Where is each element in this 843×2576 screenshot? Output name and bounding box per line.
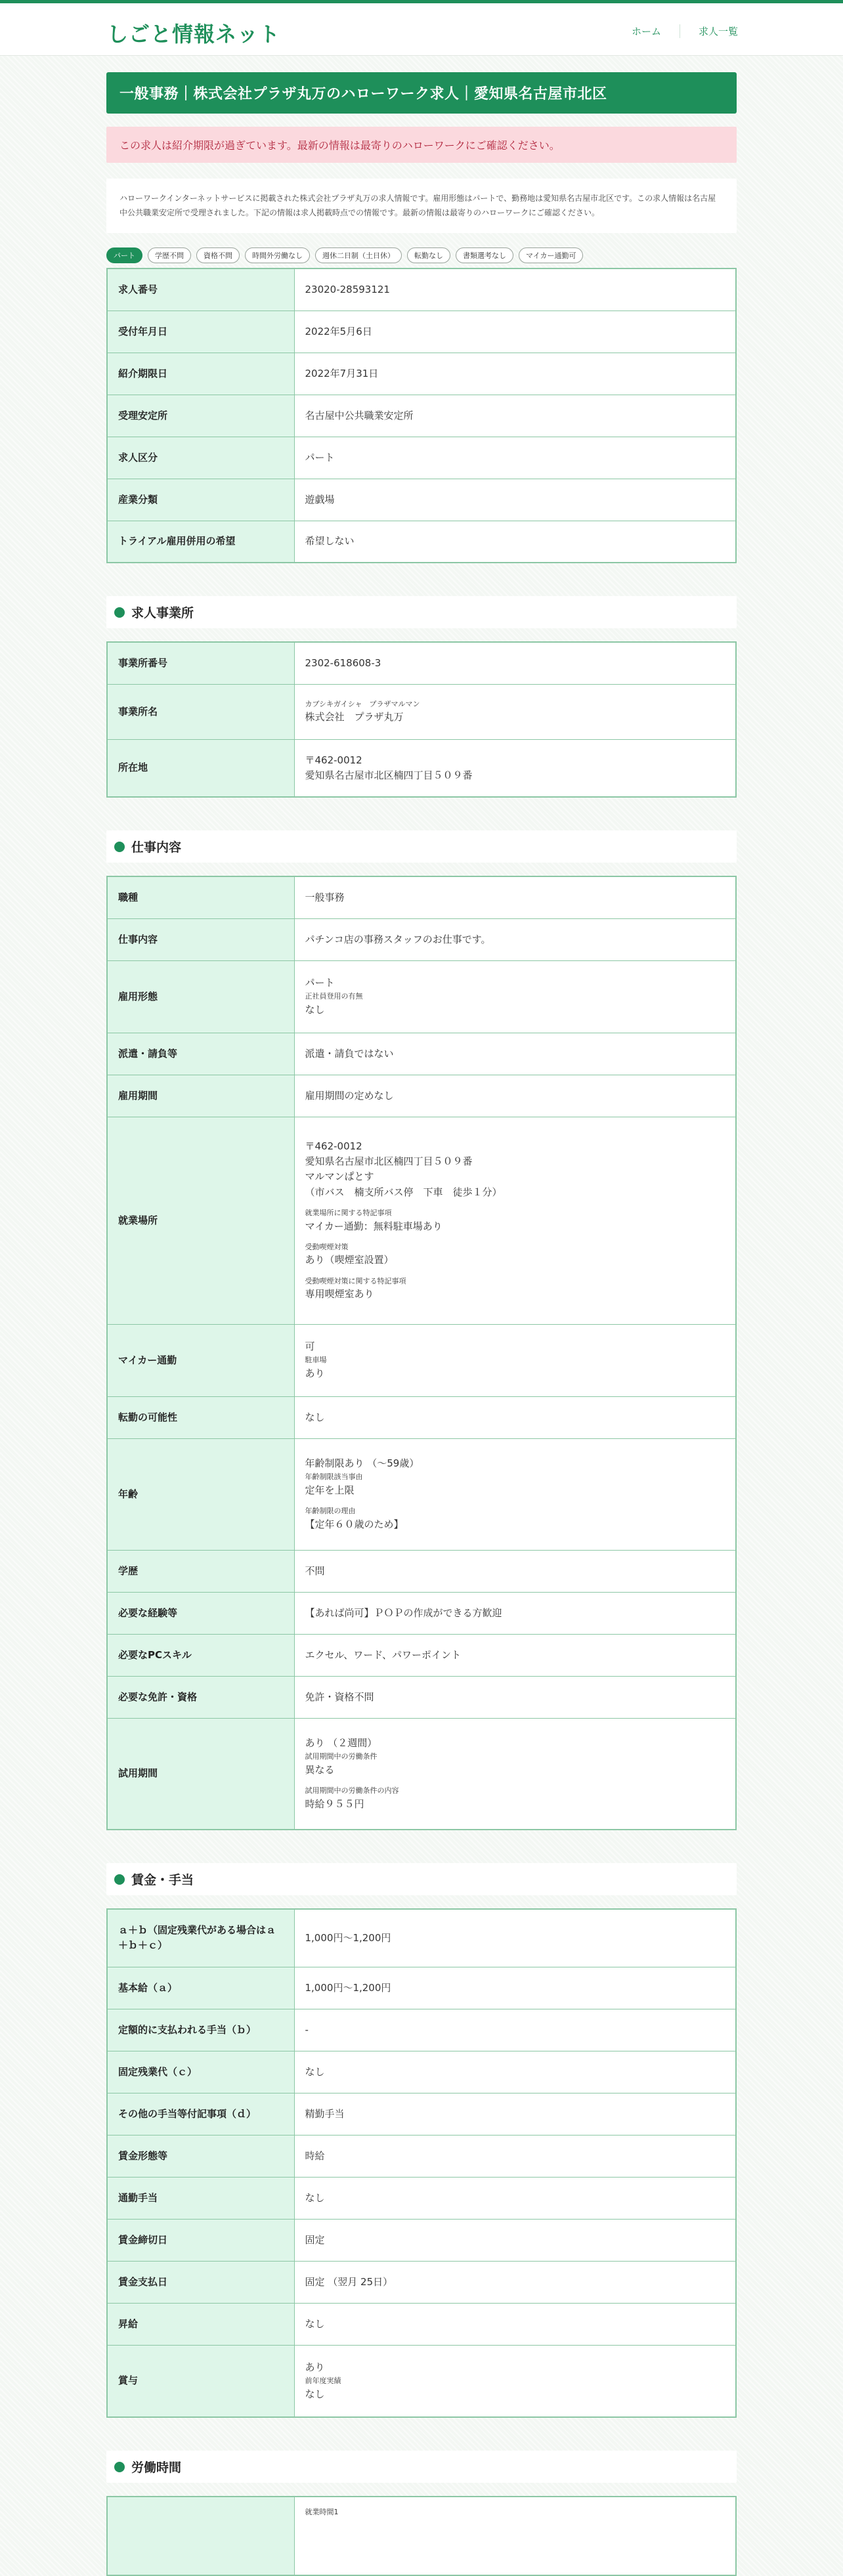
table-row [107,960,736,1033]
site-logo[interactable]: しごと情報ネット [107,22,281,47]
smoke-note: 専用喫煙室あり [305,1288,374,1300]
wage-total: 1,000円〜1,200円 [294,1909,736,1967]
row-label: 昇給 [107,2303,294,2345]
table-row [107,2345,736,2417]
section-heading-work [106,830,737,863]
table-row [107,353,736,395]
age-limit: 年齢制限あり （〜59歳） [305,1457,420,1470]
bonus-sub-label: 前年度実績 [305,2376,341,2386]
employment-period: 雇用期間の定めなし [294,1075,736,1117]
tag-no-transfer: 転勤なし [407,247,450,263]
smoke-note-sub-label: 受動喫煙対策に関する特記事項 [305,1276,406,1285]
company-name: 株式会社 プラザ丸万 [305,711,404,723]
table-row [107,642,736,684]
wage-other: 精勤手当 [294,2093,736,2135]
intro-text: ハローワークインターネットサービスに掲載された株式会社プラザ丸万の求人情報です。雇用形態はパートで、勤務地は愛知県名古屋市北区です。この求人情報は名古屋中公共職業安定所で受理されました。下記の情報は求人掲載時点での情報です。最新の情報は最寄りのハローワークにご確認ください。 [106,179,737,233]
job-number: 23020-28593121 [294,268,736,311]
place-note-sub-label: 就業場所に関する特記事項 [305,1208,392,1217]
row-label: 賞与 [107,2345,294,2417]
table-row [107,1634,736,1676]
trial-conditions: 異なる [305,1763,335,1776]
received-date: 2022年5月6日 [294,311,736,353]
car-commute: 可 [305,1341,315,1353]
row-label: ａ＋ｂ（固定残業代がある場合はａ＋ｂ＋ｃ） [107,1909,294,1967]
table-row [107,876,736,918]
row-label: その他の手当等付記事項（ｄ） [107,2093,294,2135]
place-zip: 〒462-0012 [305,1140,362,1152]
tag-no-overtime: 時間外労働なし [245,247,310,263]
basic-info-table [106,268,737,563]
table-row [107,1550,736,1592]
row-label: 転勤の可能性 [107,1396,294,1438]
table-row [107,739,736,797]
tag-part-time: パート [106,247,142,263]
tag-two-days-off: 週休二日制（土日休） [315,247,402,263]
place-building: マルマンぱとす [305,1170,374,1183]
table-row [107,395,736,437]
company-address: 愛知県名古屋市北区楠四丁目５０９番 [305,769,473,781]
row-label: 求人番号 [107,268,294,311]
wage-allowance: - [294,2009,736,2051]
row-label: 仕事内容 [107,918,294,960]
trial-detail-sub-label: 試用期間中の労働条件の内容 [305,1786,399,1795]
row-label: 事業所番号 [107,642,294,684]
bonus-prev-year: なし [305,2388,325,2400]
row-label: 賃金支払日 [107,2261,294,2303]
age-why-sub-label: 年齢制限の理由 [305,1507,356,1516]
row-label: 賃金締切日 [107,2219,294,2261]
row-label: 必要な経験等 [107,1592,294,1634]
transfer: なし [294,1396,736,1438]
education: 不問 [294,1550,736,1592]
deadline-date: 2022年7月31日 [294,353,736,395]
job-content: パチンコ店の事務スタッフのお仕事です。 [294,918,736,960]
table-row [107,1075,736,1117]
table-row [107,311,736,353]
row-label: 固定残業代（ｃ） [107,2051,294,2093]
nav-home-link[interactable]: ホーム [631,26,661,37]
tag-car-commute: マイカー通勤可 [519,247,583,263]
wage-table [106,1908,737,2418]
row-label: 雇用形態 [107,960,294,1033]
table-row [107,2497,736,2575]
employer-table [106,641,737,798]
row-label: 受付年月日 [107,311,294,353]
employment-type: パート [305,977,335,989]
table-row [107,2219,736,2261]
table-row [107,2303,736,2345]
row-label: 年齢 [107,1438,294,1550]
smoke-sub-label: 受動喫煙対策 [305,1242,349,1251]
table-row [107,2261,736,2303]
table-row [107,2051,736,2093]
feature-tags [106,247,737,263]
parking-sub-label: 駐車場 [305,1356,327,1365]
bullet-icon [114,1874,125,1885]
table-row [107,1438,736,1550]
table-row [107,521,736,563]
company-kana: カブシキガイシャ プラザマルマン [305,699,420,708]
wage-fixed-overtime: なし [294,2051,736,2093]
experience: 【あれば尚可】ＰＯＰの作成ができる方歓迎 [294,1592,736,1634]
license: 免許・資格不問 [294,1676,736,1718]
row-label: 賃金形態等 [107,2135,294,2177]
age-why: 【定年６０歳のため】 [305,1518,404,1530]
bonus: あり [305,2361,325,2373]
tag-no-license-req: 資格不問 [196,247,240,263]
tag-no-education-req: 学歴不問 [148,247,191,263]
office-number: 2302-618608-3 [294,642,736,684]
row-label: 派遣・請負等 [107,1033,294,1075]
row-label: 雇用期間 [107,1075,294,1117]
row-label: 通勤手当 [107,2177,294,2219]
table-row [107,1033,736,1075]
wage-form: 時給 [294,2135,736,2177]
regular-sub-label: 正社員登用の有無 [305,992,363,1001]
row-label [107,2497,294,2575]
table-row [107,918,736,960]
hours-table [106,2496,737,2576]
row-label: 受理安定所 [107,395,294,437]
table-row [107,2135,736,2177]
section-heading-employer [106,596,737,628]
row-label: 事業所名 [107,684,294,739]
bullet-icon [114,842,125,852]
section-title: 求人事業所 [131,606,194,621]
header-nav [632,24,738,38]
table-row [107,268,736,311]
work-table [106,876,737,1830]
trial-detail: 時給９５５円 [305,1797,364,1810]
table-row [107,2009,736,2051]
row-label: 所在地 [107,739,294,797]
table-row [107,2093,736,2135]
row-label: 必要なPCスキル [107,1634,294,1676]
regular-promotion: なし [305,1003,325,1016]
row-label: 学歴 [107,1550,294,1592]
row-label: 産業分類 [107,479,294,521]
table-row [107,1117,736,1324]
company-zip: 〒462-0012 [305,754,362,766]
row-label: 求人区分 [107,437,294,479]
row-label: 必要な免許・資格 [107,1676,294,1718]
site-header [0,3,843,56]
section-title: 労働時間 [131,2460,182,2476]
bullet-icon [114,2462,125,2472]
row-label: トライアル雇用併用の希望 [107,521,294,563]
row-label: 就業場所 [107,1117,294,1324]
tag-no-screening: 書類選考なし [456,247,513,263]
section-heading-wage [106,1863,737,1895]
job-type: 一般事務 [294,876,736,918]
section-title: 賃金・手当 [131,1873,194,1888]
row-label: 定額的に支払われる手当（ｂ） [107,2009,294,2051]
table-row [107,1676,736,1718]
expired-alert: この求人は紹介期限が過ぎています。最新の情報は最寄りのハローワークにご確認ください。 [106,127,737,163]
row-label: 基本給（ａ） [107,1967,294,2009]
table-row [107,1967,736,2009]
row-label: 試用期間 [107,1718,294,1830]
age-reason-sub-label: 年齢制限該当事由 [305,1472,363,1482]
place-note: マイカー通勤：無料駐車場あり [305,1220,443,1232]
receiving-office: 名古屋中公共職業安定所 [294,395,736,437]
smoke-measures: あり（喫煙室設置） [305,1254,394,1266]
table-row [107,1592,736,1634]
main-content [106,72,737,2576]
commute-allowance: なし [294,2177,736,2219]
page-title: 一般事務｜株式会社プラザ丸万のハローワーク求人｜愛知県名古屋市北区 [106,72,737,114]
row-label: 紹介期限日 [107,353,294,395]
trial-employment: 希望しない [294,521,736,563]
table-row [107,684,736,739]
table-row [107,479,736,521]
row-label: マイカー通勤 [107,1324,294,1396]
table-row [107,1324,736,1396]
section-title: 仕事内容 [131,840,182,855]
industry: 遊戯場 [294,479,736,521]
wage-closing-day: 固定 [294,2219,736,2261]
age-reason: 定年を上限 [305,1484,355,1497]
trial-cond-sub-label: 試用期間中の労働条件 [305,1752,378,1761]
table-row [107,1718,736,1830]
table-row [107,437,736,479]
job-category: パート [294,437,736,479]
trial-period: あり （２週間） [305,1736,378,1749]
wage-base: 1,000円〜1,200円 [294,1967,736,2009]
place-access: （市バス 楠支所バス停 下車 徒歩１分） [305,1186,502,1198]
table-row [107,1909,736,1967]
nav-job-list-link[interactable]: 求人一覧 [680,24,738,38]
row-label: 職種 [107,876,294,918]
place-address: 愛知県名古屋市北区楠四丁目５０９番 [305,1155,473,1168]
table-row [107,1396,736,1438]
wage-raise: なし [294,2303,736,2345]
wage-pay-day: 固定 （翌月 25日） [294,2261,736,2303]
dispatch: 派遣・請負ではない [294,1033,736,1075]
hours-first-sub-label: 就業時間1 [305,2508,339,2517]
section-heading-hours [106,2451,737,2483]
table-row [107,2177,736,2219]
pc-skills: エクセル、ワード、パワーポイント [294,1634,736,1676]
bullet-icon [114,607,125,618]
parking: あり [305,1367,325,1379]
